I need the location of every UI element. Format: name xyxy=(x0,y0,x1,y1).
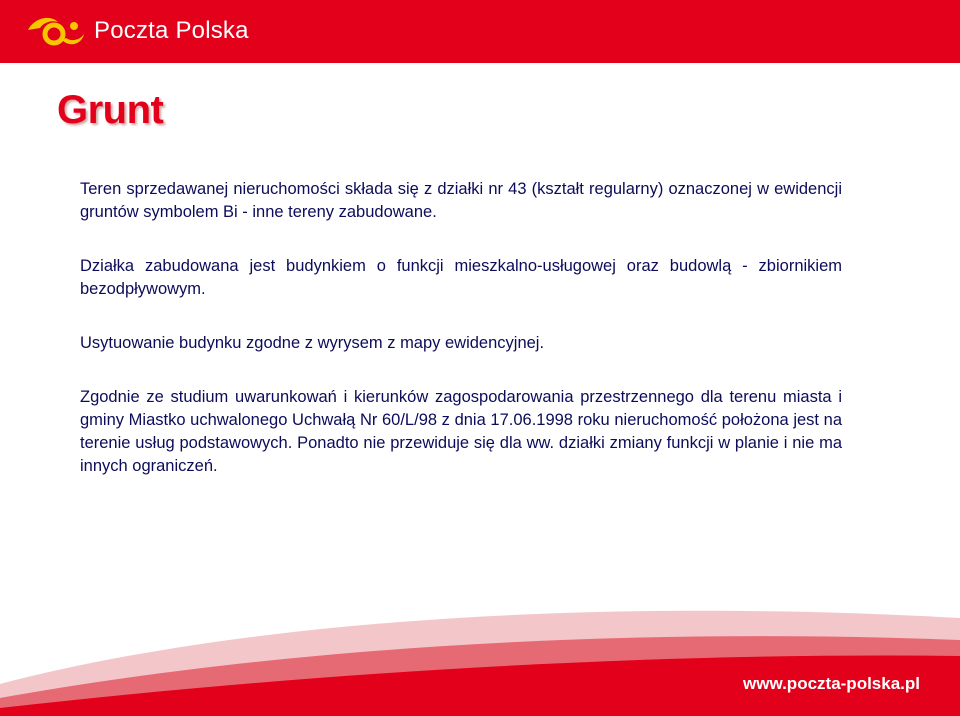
paragraph-zoning: Zgodnie ze studium uwarunkowań i kierunków zagospodarowania przestrzennego dla terenu miasta i gminy Miastko uchwalonego Uchwałą Nr 60/L/98 z dnia 17.06.1998 roku nieruchomość położona jest na terenie usług podstawowych. Ponadto nie przewiduje się dla ww. działki zmiany funkcji w planie i nie ma innych ograniczeń. xyxy=(80,388,842,475)
slide-content xyxy=(80,178,842,509)
paragraph-land-description: Teren sprzedawanej nieruchomości składa się z działki nr 43 (kształt regularny) oznaczonej w ewidencji gruntów symbolem Bi - inne tereny zabudowane. xyxy=(80,180,842,221)
paragraph-buildings: Działka zabudowana jest budynkiem o funkcji mieszkalno-usługowej oraz budowlą - zbiornikiem bezodpływowym. xyxy=(80,257,842,298)
poczta-polska-logo xyxy=(24,8,249,54)
header-bar xyxy=(0,0,960,63)
footer-website-link[interactable]: www.poczta-polska.pl xyxy=(743,674,920,693)
brand-name: Poczta Polska xyxy=(94,17,249,44)
paragraph-location: Usytuowanie budynku zgodne z wyrysem z mapy ewidencyjnej. xyxy=(80,334,545,352)
posthorn-logo-icon xyxy=(24,10,88,52)
slide-title: Grunt xyxy=(57,88,164,132)
